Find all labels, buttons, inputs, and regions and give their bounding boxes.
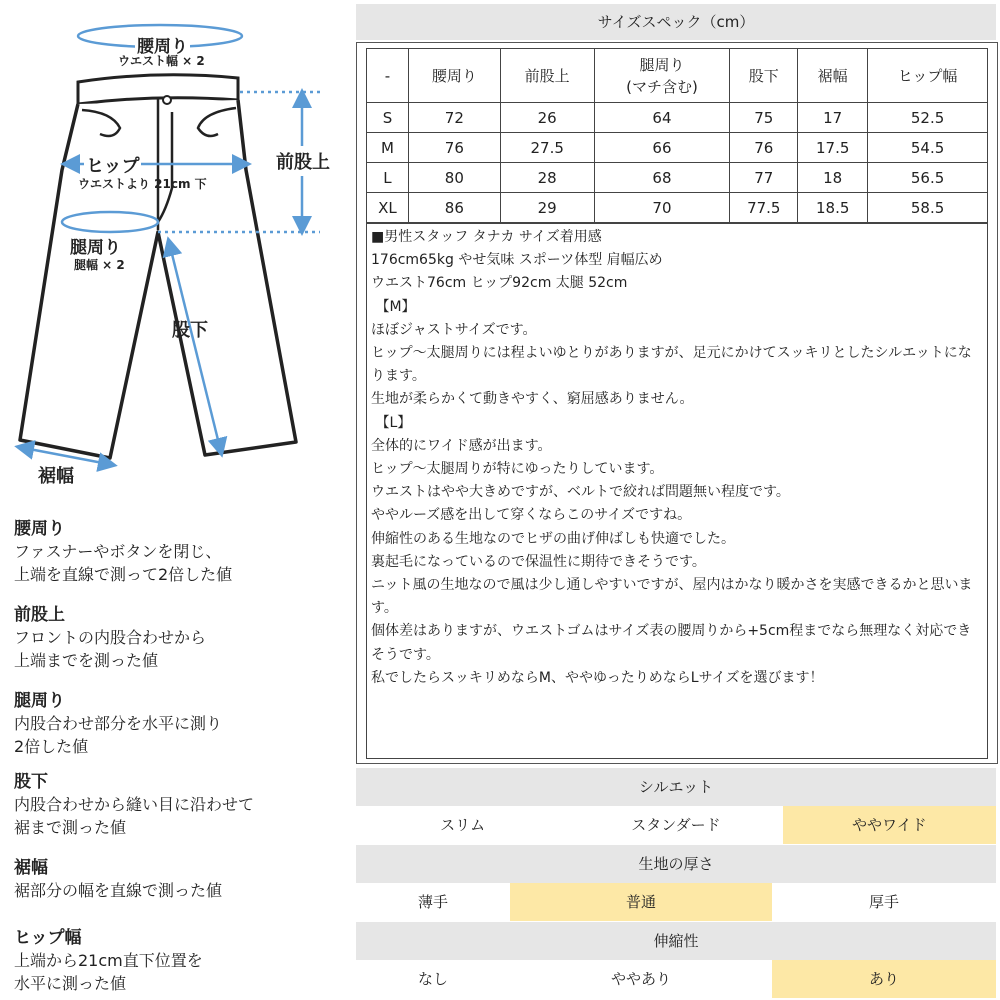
table-row [367,193,988,223]
table-cell: 75 [730,103,798,133]
table-cell: XL [367,193,409,223]
thickness-title: 生地の厚さ [638,855,714,873]
spec-title-bar [356,4,996,40]
definition-hip-width [14,927,344,995]
table-cell: 27.5 [500,133,594,163]
table-cell: 72 [408,103,500,133]
definition-line: ファスナーやボタンを閉じ、 [14,542,222,561]
table-cell: 64 [594,103,730,133]
table-cell: 77 [730,163,798,193]
definition-thigh [14,690,344,758]
table-cell: 86 [408,193,500,223]
definition-inseam [14,771,344,839]
header-cell: 腰周り [408,49,500,103]
table-cell: M [367,133,409,163]
diagram-rise-label: 前股上 [276,146,330,176]
note-line: ウエストはやや大きめですが、ベルトで絞れば問題無い程度です。 [371,484,790,501]
definition-term: 腿周り [14,691,65,711]
table-cell: 76 [408,133,500,163]
note-line: ■男性スタッフ タナカ サイズ着用感 [371,229,602,245]
table-cell: 70 [594,193,730,223]
note-line: ヒップ〜太腿周りが特にゆったりしています。 [371,461,664,478]
table-row [367,103,988,133]
stretch-title-bar [356,922,996,960]
definition-line: 裾まで測った値 [14,818,127,837]
definition-line: 上端から21cm直下位置を [14,951,203,970]
definition-line: 内股合わせ部分を水平に測り [14,714,223,733]
definition-line: 上端を直線で測って2倍した値 [14,565,233,584]
stretch-option-none: なし [417,970,448,988]
diagram-inseam-label: 股下 [172,320,208,341]
silhouette-title-bar [356,768,996,806]
diagram-thigh-sub: 腿幅 × 2 [74,258,125,272]
table-cell: 26 [500,103,594,133]
header-cell: ヒップ幅 [868,49,988,103]
note-line: 伸縮性のある生地なのでヒザの曲げ伸ばしも快適でした。 [371,530,735,547]
table-cell: 17 [798,103,868,133]
table-cell: L [367,163,409,193]
note-line: 個体差はありますが、ウエストゴムはサイズ表の腰周りから+5cm程までなら無理なく対応できそうです。 [371,623,972,663]
table-cell: 17.5 [798,133,868,163]
definition-term: 前股上 [14,605,65,625]
silhouette-option-standard: スタンダード [631,816,721,834]
silhouette-scale [356,806,996,844]
note-line: 【L】 [371,414,412,431]
table-row [367,163,988,193]
table-cell: 66 [594,133,730,163]
diagram-waist-sub: ウエスト幅 × 2 [118,54,205,68]
definition-term: 股下 [14,772,48,792]
note-line: ニット風の生地なので風は少し通しやすいですが、屋内はかなり暖かさを実感できるかと思います。 [371,577,973,617]
staff-fit-notes [366,223,988,759]
table-cell: 58.5 [868,193,988,223]
thickness-scale [356,883,996,921]
stretch-option-some: ややあり [610,970,671,988]
note-line: 生地が柔らかくて動きやすく、窮屈感ありません。 [371,391,694,408]
header-cell: 腿周り (マチ含む) [594,49,730,103]
header-cell: - [367,49,409,103]
thickness-option-normal: 普通 [510,883,772,921]
stretch-scale [356,960,996,998]
note-line: 全体的にワイド感が出ます。 [371,437,552,454]
definition-line: 内股合わせから縫い目に沿わせて [14,795,255,814]
table-cell: 56.5 [868,163,988,193]
diagram-hip-label: ヒップ [84,152,141,178]
note-line: ほぼジャストサイズです。 [371,321,537,338]
thickness-option-thick: 厚手 [868,893,899,911]
stretch-option-yes: あり [772,960,996,998]
definition-line: 2倍した値 [14,737,89,756]
note-line: 【M】 [371,298,416,315]
table-cell: 77.5 [730,193,798,223]
definition-line: 裾部分の幅を直線で測った値 [14,881,223,900]
size-spec-table [366,48,988,223]
note-line: 私でしたらスッキリめならM、ややゆったりめならLサイズを選びます！ [371,669,824,686]
silhouette-title: シルエット [638,778,714,796]
diagram-waist-label: 腰周り [135,32,190,57]
diagram-thigh-label: 腿周り [70,238,121,258]
definition-rise [14,604,344,672]
thickness-option-thin: 薄手 [417,893,448,911]
table-cell: S [367,103,409,133]
table-cell: 28 [500,163,594,193]
silhouette-option-slightly-wide: ややワイド [783,806,996,844]
silhouette-option-slim: スリム [440,816,486,834]
table-cell: 80 [408,163,500,193]
definition-term: ヒップ幅 [14,928,82,948]
stretch-title: 伸縮性 [653,932,699,950]
spec-title: サイズスペック（cm） [597,13,755,31]
table-cell: 29 [500,193,594,223]
definition-line: 上端までを測った値 [14,651,159,670]
note-line: 裏起毛になっているので保温性に期待できそうです。 [371,553,706,570]
note-line: ウエスト76cm ヒップ92cm 太腿 52cm [371,275,628,292]
definition-hem [14,857,344,902]
table-header-row [367,49,988,103]
table-cell: 18.5 [798,193,868,223]
table-cell: 18 [798,163,868,193]
note-line: ややルーズ感を出して穿くならこのサイズですね。 [371,507,692,524]
definition-term: 腰周り [14,519,65,539]
pants-illustration [0,0,350,500]
note-line: ヒップ〜太腿周りには程よいゆとりがありますが、足元にかけてスッキリとしたシルエットになります。 [371,345,972,385]
table-row [367,133,988,163]
note-line: 176cm65kg やせ気味 スポーツ体型 肩幅広め [371,252,663,269]
pants-measurement-diagram [0,0,350,500]
diagram-hem-label: 裾幅 [38,466,74,487]
table-cell: 68 [594,163,730,193]
diagram-hip-sub: ウエストより 21cm 下 [78,177,207,191]
header-cell: 裾幅 [798,49,868,103]
definition-term: 裾幅 [14,858,48,878]
table-cell: 54.5 [868,133,988,163]
thickness-title-bar [356,845,996,883]
definition-waist [14,518,344,586]
table-cell: 76 [730,133,798,163]
definition-line: 水平に測った値 [14,974,127,993]
header-cell: 前股上 [500,49,594,103]
header-cell: 股下 [730,49,798,103]
table-cell: 52.5 [868,103,988,133]
definition-line: フロントの内股合わせから [14,628,207,647]
